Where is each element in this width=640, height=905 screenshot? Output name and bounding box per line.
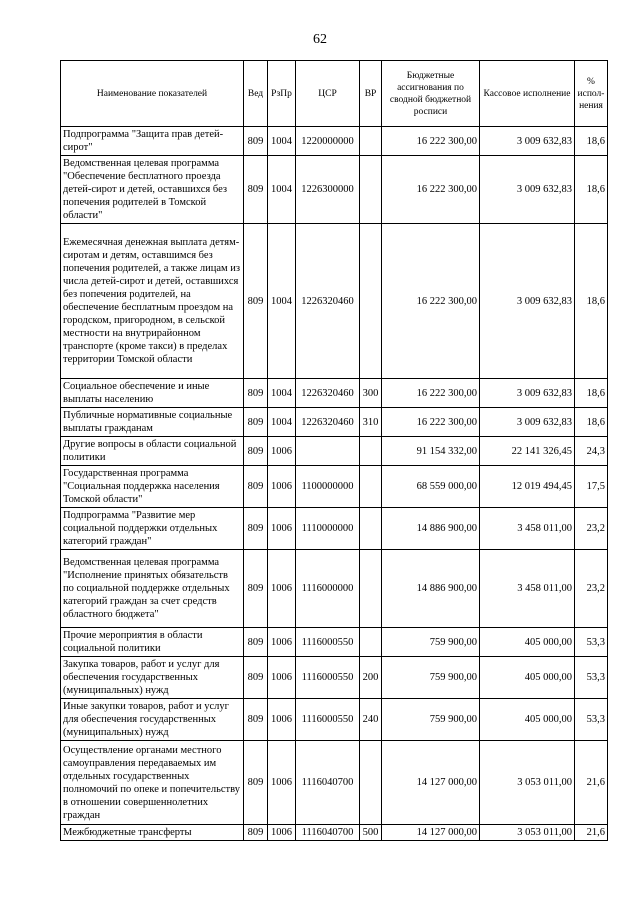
cell-rzpr: 1006: [268, 437, 296, 466]
cell-rzpr: 1004: [268, 408, 296, 437]
cell-name: Межбюджетные трансферты: [61, 825, 244, 841]
cell-vr: [360, 508, 382, 550]
cell-rzpr: 1004: [268, 224, 296, 379]
cell-cash: 3 458 011,00: [480, 508, 575, 550]
cell-pct: 24,3: [575, 437, 608, 466]
cell-rzpr: 1004: [268, 127, 296, 156]
cell-name: Осуществление органами местного самоуправления передаваемых им отдельных государственных полномочий по опеке и попечительству в отношении совершеннолетних граждан: [61, 741, 244, 825]
cell-csr: 1110000000: [296, 508, 360, 550]
cell-vr: 310: [360, 408, 382, 437]
cell-rzpr: 1006: [268, 741, 296, 825]
cell-csr: 1100000000: [296, 466, 360, 508]
cell-pct: 18,6: [575, 156, 608, 224]
cell-rzpr: 1006: [268, 466, 296, 508]
cell-cash: 3 009 632,83: [480, 224, 575, 379]
cell-cash: 22 141 326,45: [480, 437, 575, 466]
cell-csr: 1116000550: [296, 628, 360, 657]
cell-name: Публичные нормативные социальные выплаты гражданам: [61, 408, 244, 437]
cell-cash: 405 000,00: [480, 628, 575, 657]
cell-ved: 809: [244, 825, 268, 841]
cell-vr: [360, 466, 382, 508]
cell-pct: 53,3: [575, 628, 608, 657]
cell-csr: 1116000550: [296, 657, 360, 699]
cell-budget: 16 222 300,00: [382, 408, 480, 437]
cell-vr: [360, 156, 382, 224]
cell-rzpr: 1004: [268, 379, 296, 408]
cell-pct: 23,2: [575, 550, 608, 628]
cell-budget: 14 886 900,00: [382, 550, 480, 628]
cell-ved: 809: [244, 508, 268, 550]
cell-name: Закупка товаров, работ и услуг для обеспечения государственных (муниципальных) нужд: [61, 657, 244, 699]
cell-rzpr: 1004: [268, 156, 296, 224]
cell-ved: 809: [244, 127, 268, 156]
cell-csr: 1220000000: [296, 127, 360, 156]
cell-rzpr: 1006: [268, 825, 296, 841]
cell-cash: 12 019 494,45: [480, 466, 575, 508]
cell-rzpr: 1006: [268, 628, 296, 657]
cell-rzpr: 1006: [268, 699, 296, 741]
cell-csr: 1116000550: [296, 699, 360, 741]
cell-ved: 809: [244, 379, 268, 408]
cell-pct: 18,6: [575, 379, 608, 408]
cell-vr: [360, 550, 382, 628]
cell-rzpr: 1006: [268, 550, 296, 628]
cell-name: Ежемесячная денежная выплата детям-сиротам и детям, оставшимся без попечения родителей, а также лицам из числа детей-сирот и детей, оставшихся без попечения родителей, на обеспечение бесплатным проездом на городском, пригородном, в сельской местности на внутрирайонном транспорте (кроме такси) в пределах территории Томской области: [61, 224, 244, 379]
cell-name: Ведомственная целевая программа "Исполнение принятых обязательств по социальной поддержке отдельных категорий граждан за счет средств областного бюджета": [61, 550, 244, 628]
cell-budget: 16 222 300,00: [382, 127, 480, 156]
header-rzpr: РзПр: [268, 61, 296, 127]
cell-csr: [296, 437, 360, 466]
table-row: [61, 657, 608, 699]
cell-vr: 240: [360, 699, 382, 741]
page-number: 62: [313, 32, 327, 47]
cell-ved: 809: [244, 550, 268, 628]
cell-cash: 3 053 011,00: [480, 825, 575, 841]
cell-pct: 17,5: [575, 466, 608, 508]
cell-ved: 809: [244, 156, 268, 224]
cell-name: Подпрограмма "Защита прав детей-сирот": [61, 127, 244, 156]
cell-ved: 809: [244, 628, 268, 657]
cell-cash: 3 009 632,83: [480, 379, 575, 408]
cell-cash: 3 009 632,83: [480, 127, 575, 156]
cell-budget: 759 900,00: [382, 657, 480, 699]
cell-rzpr: 1006: [268, 657, 296, 699]
cell-vr: 300: [360, 379, 382, 408]
cell-cash: 3 009 632,83: [480, 156, 575, 224]
cell-name: Государственная программа "Социальная поддержка населения Томской области": [61, 466, 244, 508]
cell-csr: 1226320460: [296, 224, 360, 379]
cell-ved: 809: [244, 224, 268, 379]
header-csr: ЦСР: [296, 61, 360, 127]
cell-pct: 18,6: [575, 224, 608, 379]
header-cash: Кассовое исполнение: [480, 61, 575, 127]
cell-vr: [360, 127, 382, 156]
cell-vr: [360, 628, 382, 657]
cell-budget: 16 222 300,00: [382, 379, 480, 408]
table-body: [61, 127, 608, 841]
header-pct: % испол-нения: [575, 61, 608, 127]
cell-vr: 500: [360, 825, 382, 841]
cell-ved: 809: [244, 466, 268, 508]
table-row: [61, 224, 608, 379]
cell-vr: 200: [360, 657, 382, 699]
cell-ved: 809: [244, 437, 268, 466]
cell-name: Социальное обеспечение и иные выплаты населению: [61, 379, 244, 408]
cell-budget: 759 900,00: [382, 699, 480, 741]
header-name: Наименование показателей: [61, 61, 244, 127]
cell-ved: 809: [244, 699, 268, 741]
cell-cash: 405 000,00: [480, 699, 575, 741]
cell-csr: 1116000000: [296, 550, 360, 628]
table-row: [61, 628, 608, 657]
cell-cash: 3 009 632,83: [480, 408, 575, 437]
cell-vr: [360, 741, 382, 825]
cell-pct: 23,2: [575, 508, 608, 550]
table-row: [61, 741, 608, 825]
cell-cash: 3 053 011,00: [480, 741, 575, 825]
cell-vr: [360, 224, 382, 379]
table-row: [61, 550, 608, 628]
table-row: [61, 156, 608, 224]
table-row: [61, 825, 608, 841]
table-row: [61, 379, 608, 408]
budget-execution-table: [60, 60, 608, 841]
cell-budget: 14 127 000,00: [382, 741, 480, 825]
cell-name: Иные закупки товаров, работ и услуг для обеспечения государственных (муниципальных) нужд: [61, 699, 244, 741]
header-budget: Бюджетные ассигнования по сводной бюджетной росписи: [382, 61, 480, 127]
cell-budget: 16 222 300,00: [382, 156, 480, 224]
cell-csr: 1226320460: [296, 379, 360, 408]
cell-ved: 809: [244, 741, 268, 825]
table-header-row: [61, 61, 608, 127]
cell-pct: 21,6: [575, 741, 608, 825]
cell-pct: 53,3: [575, 699, 608, 741]
cell-budget: 16 222 300,00: [382, 224, 480, 379]
cell-vr: [360, 437, 382, 466]
table-row: [61, 408, 608, 437]
cell-budget: 91 154 332,00: [382, 437, 480, 466]
cell-budget: 759 900,00: [382, 628, 480, 657]
cell-pct: 21,6: [575, 825, 608, 841]
cell-cash: 405 000,00: [480, 657, 575, 699]
header-ved: Вед: [244, 61, 268, 127]
cell-csr: 1116040700: [296, 825, 360, 841]
cell-budget: 68 559 000,00: [382, 466, 480, 508]
cell-name: Подпрограмма "Развитие мер социальной поддержки отдельных категорий граждан": [61, 508, 244, 550]
cell-csr: 1226300000: [296, 156, 360, 224]
header-vr: ВР: [360, 61, 382, 127]
cell-budget: 14 886 900,00: [382, 508, 480, 550]
table-row: [61, 699, 608, 741]
cell-pct: 18,6: [575, 127, 608, 156]
cell-pct: 53,3: [575, 657, 608, 699]
cell-name: Прочие мероприятия в области социальной политики: [61, 628, 244, 657]
cell-ved: 809: [244, 408, 268, 437]
cell-name: Ведомственная целевая программа "Обеспечение бесплатного проезда детей-сирот и детей, оставшихся без попечения родителей в Томской области": [61, 156, 244, 224]
table-row: [61, 508, 608, 550]
cell-csr: 1116040700: [296, 741, 360, 825]
table-row: [61, 127, 608, 156]
cell-name: Другие вопросы в области социальной политики: [61, 437, 244, 466]
cell-rzpr: 1006: [268, 508, 296, 550]
cell-cash: 3 458 011,00: [480, 550, 575, 628]
table-row: [61, 466, 608, 508]
cell-budget: 14 127 000,00: [382, 825, 480, 841]
table-row: [61, 437, 608, 466]
cell-csr: 1226320460: [296, 408, 360, 437]
cell-ved: 809: [244, 657, 268, 699]
cell-pct: 18,6: [575, 408, 608, 437]
